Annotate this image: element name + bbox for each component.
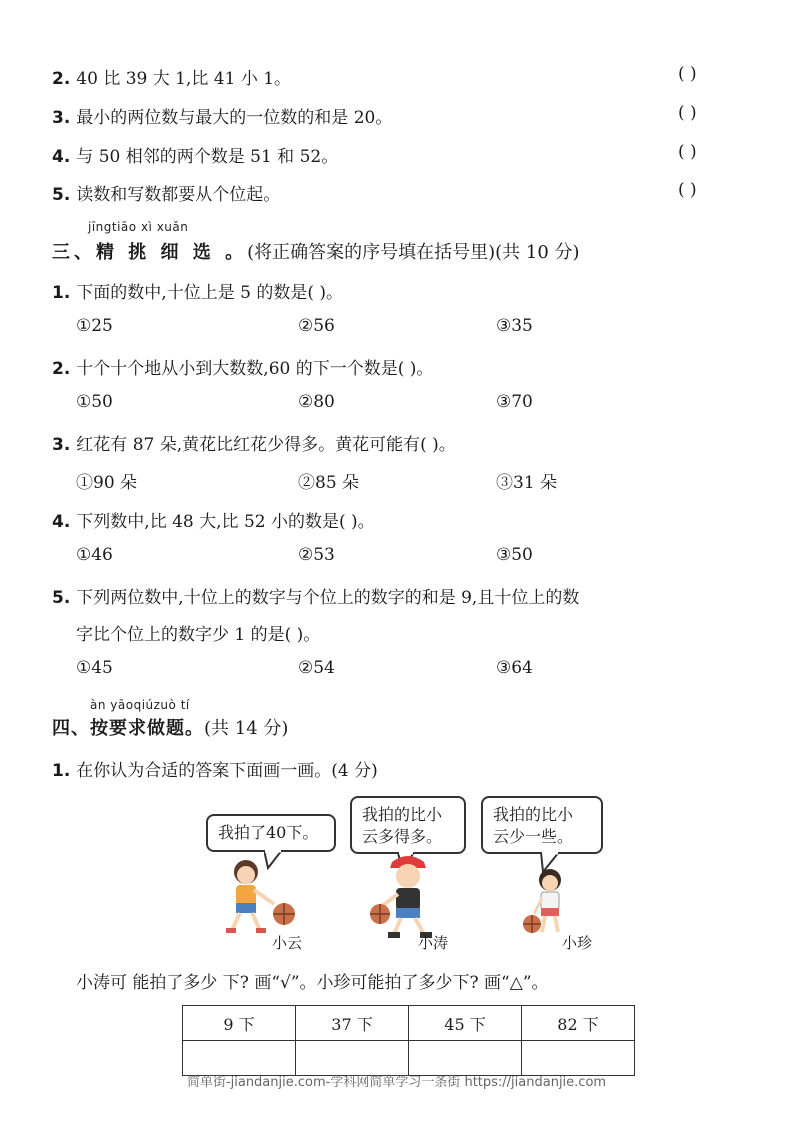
item-text: 与 50 相邻的两个数是 51 和 52。 xyxy=(76,147,339,167)
item-number: 4. xyxy=(52,147,71,167)
item-text: 最小的两位数与最大的一位数的和是 20。 xyxy=(76,108,393,128)
section3-heading xyxy=(52,238,580,264)
option-1[interactable]: ①50 xyxy=(76,392,113,412)
name-xiaotao: 小涛 xyxy=(418,934,449,952)
option-2[interactable]: ②53 xyxy=(298,545,335,565)
item-number: 1. xyxy=(52,283,71,303)
judge-item-3 xyxy=(52,103,392,128)
question-text: 下列数中,比 48 大,比 52 小的数是( )。 xyxy=(76,512,375,532)
bubble-line-2: 云少一些。 xyxy=(493,827,574,846)
section-title: 四、按要求做题。 xyxy=(52,718,204,739)
item-number: 3. xyxy=(52,435,71,455)
answer-paren[interactable]: ( ) xyxy=(678,180,697,200)
section-note: (共 14 分) xyxy=(204,718,289,739)
table-header-row xyxy=(183,1006,635,1041)
name-xiaoyun: 小云 xyxy=(272,934,303,952)
boy-dribbling-illustration xyxy=(368,852,448,944)
answer-paren[interactable]: ( ) xyxy=(678,142,697,162)
question-2 xyxy=(52,354,433,379)
table-header-cell: 9 下 xyxy=(183,1006,296,1041)
speech-bubble-xiaotao xyxy=(350,796,466,854)
item-text: 读数和写数都要从个位起。 xyxy=(76,185,281,205)
question-text: 在你认为合适的答案下面画一画。(4 分) xyxy=(76,761,378,781)
question-text: 十个十个地从小到大数数,60 的下一个数是( )。 xyxy=(76,359,434,379)
section4-pinyin: àn yāoqiúzuò tí xyxy=(90,698,190,712)
section4-question-1 xyxy=(52,756,378,781)
table-header-cell: 37 下 xyxy=(296,1006,409,1041)
item-number: 3. xyxy=(52,108,71,128)
item-number: 1. xyxy=(52,761,71,781)
option-3[interactable]: ③50 xyxy=(496,545,533,565)
item-number: 2. xyxy=(52,69,71,89)
answer-paren[interactable]: ( ) xyxy=(678,103,697,123)
bubble-line-1: 我拍的比小 xyxy=(493,805,574,824)
question-5 xyxy=(52,583,579,608)
question-text: 下面的数中,十位上是 5 的数是( )。 xyxy=(76,283,343,303)
section4-heading xyxy=(52,714,288,740)
bubble-line-1: 我拍的比小 xyxy=(362,805,443,824)
item-number: 4. xyxy=(52,512,71,532)
option-3[interactable]: ③70 xyxy=(496,392,533,412)
item-number: 5. xyxy=(52,588,71,608)
option-2[interactable]: ②85 朵 xyxy=(298,473,360,493)
girl-walking-illustration xyxy=(520,868,580,940)
section-title: 三、精 挑 细 选 。 xyxy=(52,242,248,263)
answer-table xyxy=(182,1005,635,1076)
item-number: 5. xyxy=(52,185,71,205)
footer-watermark: 简单街-jiandanjie.com-学科网简单学习一条街 https://jiandanjie.com xyxy=(186,1075,607,1090)
question-3 xyxy=(52,430,456,455)
option-1[interactable]: ①25 xyxy=(76,316,113,336)
option-2[interactable]: ②56 xyxy=(298,316,335,336)
table-header-cell: 45 下 xyxy=(409,1006,522,1041)
option-2[interactable]: ②80 xyxy=(298,392,335,412)
question-4 xyxy=(52,507,375,532)
option-3[interactable]: ③35 xyxy=(496,316,533,336)
answer-paren[interactable]: ( ) xyxy=(678,64,697,84)
section3-pinyin: jīngtiāo xì xuǎn xyxy=(88,220,189,234)
option-1[interactable]: ①90 朵 xyxy=(76,473,138,493)
section-note: (将正确答案的序号填在括号里)(共 10 分) xyxy=(247,242,580,263)
item-text: 40 比 39 大 1,比 41 小 1。 xyxy=(76,69,292,89)
question-1 xyxy=(52,278,343,303)
name-xiaozhen: 小珍 xyxy=(562,934,593,952)
question-text: 红花有 87 朵,黄花比红花少得多。黄花可能有( )。 xyxy=(76,435,456,455)
item-number: 2. xyxy=(52,359,71,379)
bubble-text: 我拍了40下。 xyxy=(218,823,319,842)
speech-bubble-xiaoyun xyxy=(206,814,336,852)
judge-item-2 xyxy=(52,64,291,89)
option-1[interactable]: ①45 xyxy=(76,658,113,678)
option-3[interactable]: ③64 xyxy=(496,658,533,678)
instruction-text: 小涛可 能拍了多少 下? 画“√”。小珍可能拍了多少下? 画“△”。 xyxy=(76,973,549,993)
option-3[interactable]: ③31 朵 xyxy=(496,473,558,493)
option-1[interactable]: ①46 xyxy=(76,545,113,565)
option-2[interactable]: ②54 xyxy=(298,658,335,678)
girl-dribbling-illustration xyxy=(222,858,302,940)
speech-bubble-xiaozhen xyxy=(481,796,603,854)
table-header-cell: 82 下 xyxy=(522,1006,635,1041)
judge-item-4 xyxy=(52,142,338,167)
question-text: 下列两位数中,十位上的数字与个位上的数字的和是 9,且十位上的数 xyxy=(76,588,580,608)
bubble-line-2: 云多得多。 xyxy=(362,827,443,846)
judge-item-5 xyxy=(52,180,280,205)
question-5-cont: 字比个位上的数字少 1 的是( )。 xyxy=(76,625,321,645)
